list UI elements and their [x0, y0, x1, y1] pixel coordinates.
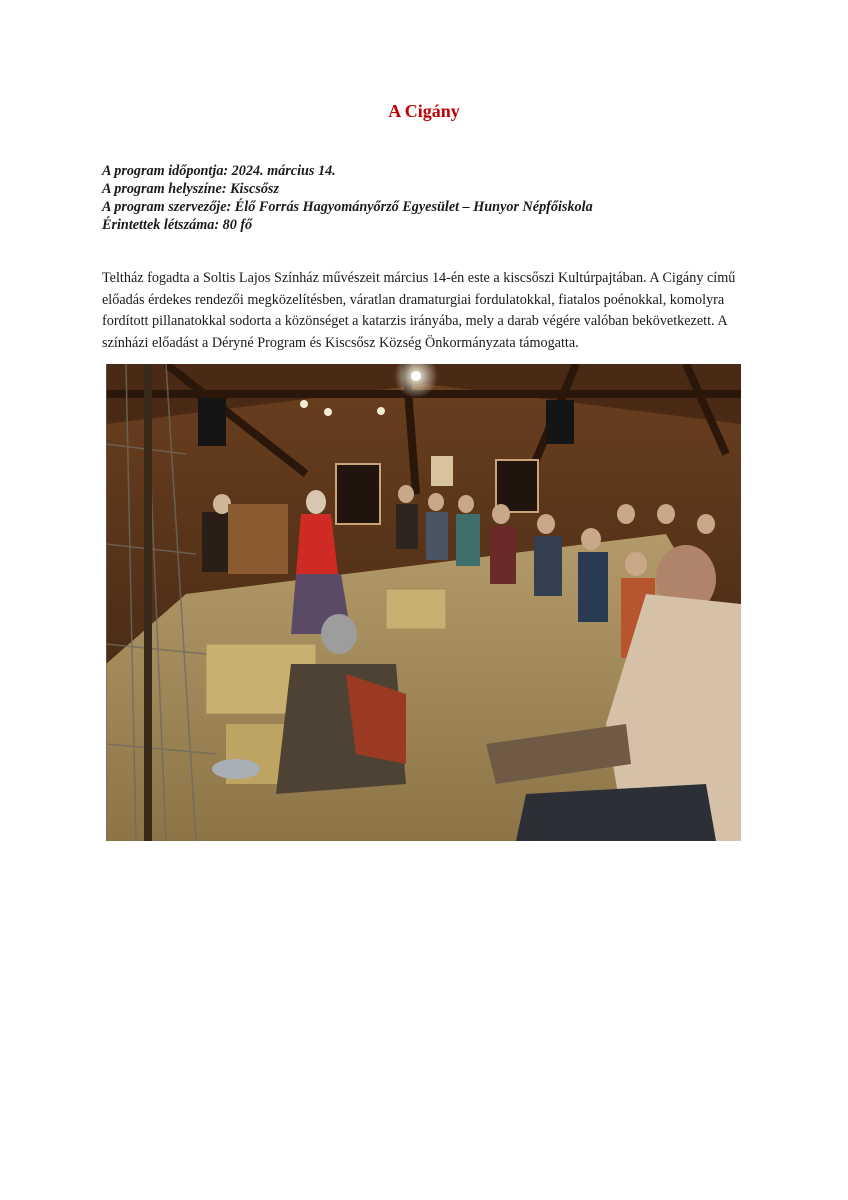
program-organizer: A program szervezője: Élő Forrás Hagyományőrző Egyesület – Hunyor Népfőiskola [102, 199, 593, 215]
participant-count: Érintettek létszáma: 80 fő [102, 217, 253, 233]
program-details [102, 162, 752, 234]
program-date: A program időpontja: 2024. március 14. [102, 163, 336, 179]
program-location: A program helyszíne: Kiscsősz [102, 181, 279, 197]
article-paragraph: Teltház fogadta a Soltis Lajos Színház művészeit március 14-én este a kiscsőszi Kultúrpajtában. A Cigány című előadás érdekes rendezői megközelítésben, váratlan dramaturgiai fordulatokkal, fiatalos poénokkal, komolyra fordított pillanatokkal sodorta a közönséget a katarzis irányába, mely a darab végére valóban bekövetkezett. A színházi előadást a Déryné Program és Kiscsősz Község Önkormányzata támogatta. [102, 270, 736, 351]
theatre-performance-photo [106, 364, 741, 841]
page-title: A Cigány [388, 101, 460, 121]
